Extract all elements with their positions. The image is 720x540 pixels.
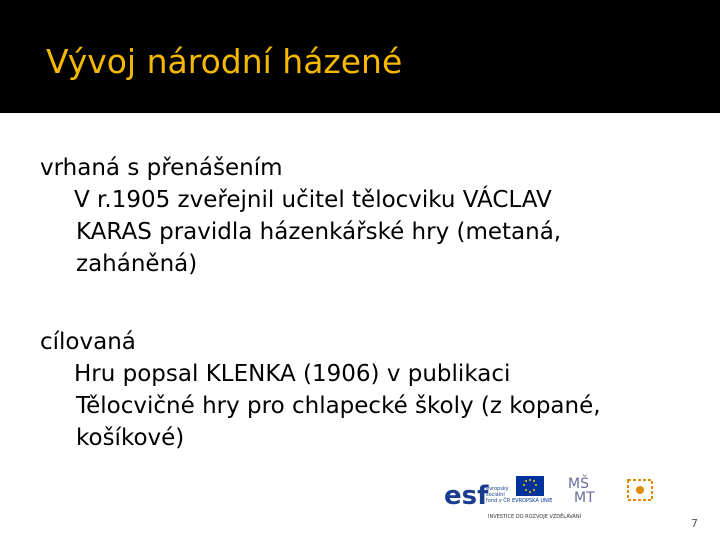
funding-logos [444, 470, 664, 526]
svg-text:MŠ: MŠ [568, 476, 589, 492]
eu-label: EVROPSKÁ UNIE [512, 498, 553, 504]
esf-logo [444, 476, 514, 516]
slide-title: Vývoj národní házené [46, 42, 403, 81]
op-logo [622, 474, 658, 510]
funding-caption: INVESTICE DO ROZVOJE VZDĚLÁVÁNÍ [488, 514, 582, 520]
bullet-line: KARAS pravidla házenkářské hry (metaná, [76, 219, 562, 245]
bullet-line: Hru popsal KLENKA (1906) v publikaci [74, 361, 511, 387]
bullet-item-1 [40, 184, 700, 280]
svg-text:esf: esf [444, 481, 489, 511]
bullet-item-2 [40, 358, 700, 454]
msmt-logo [564, 470, 604, 510]
title-bar [0, 0, 720, 113]
bullet-line: košíkové) [76, 425, 185, 451]
bullet-line: Tělocvičné hry pro chlapecké školy (z kopané, [76, 393, 601, 419]
page-number: 7 [691, 517, 698, 530]
eu-flag-icon [516, 476, 544, 496]
bullet-line: zaháněná) [76, 251, 198, 277]
slide-content [40, 152, 700, 454]
svg-text:MT: MT [574, 490, 595, 506]
svg-text:evropský: evropský [486, 486, 509, 492]
svg-text:sociální: sociální [486, 492, 505, 498]
section-heading-2: cílovaná [40, 329, 136, 355]
svg-text:fond v ČR: fond v ČR [486, 498, 511, 504]
section-heading-1: vrhaná s přenášením [40, 155, 283, 181]
bullet-line: V r.1905 zveřejnil učitel tělocviku VÁCLAV [74, 187, 552, 213]
